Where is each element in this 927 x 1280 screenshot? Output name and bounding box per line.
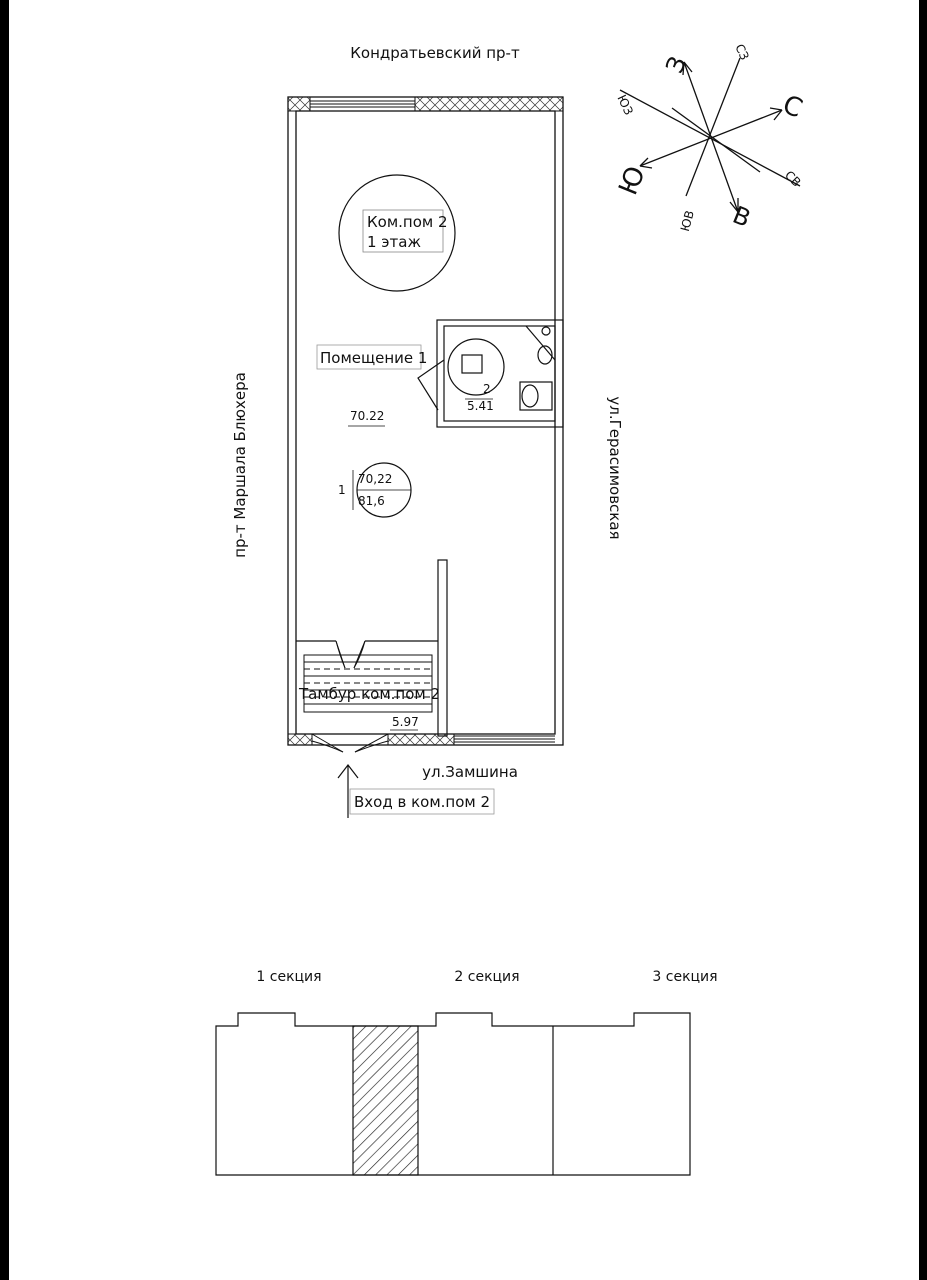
selected-unit-hatched	[353, 1026, 418, 1175]
unit-circle-line1: Ком.пом 2	[367, 213, 448, 231]
street-east: ул.Герасимовская	[606, 396, 624, 540]
street-north: Кондратьевский пр-т	[350, 44, 520, 62]
vestibule-grille	[304, 655, 432, 712]
compass-rose	[620, 58, 800, 212]
compass-e-label: В	[728, 200, 755, 233]
street-south: ул.Замшина	[422, 763, 518, 781]
entrance-label: Вход в ком.пом 2	[354, 793, 491, 811]
section-2-label: 2 секция	[454, 969, 520, 985]
entrance-double-door	[312, 734, 388, 752]
vestibule-name: Тамбур ком.пом 2	[299, 685, 441, 703]
compass-sw-label: ЮЗ	[614, 92, 636, 118]
section-3-label: 3 секция	[652, 969, 718, 985]
compass-s-label: Ю	[613, 162, 652, 200]
compass-nw-label: СЗ	[732, 41, 752, 63]
compass-n-label: С	[778, 89, 807, 125]
section-1-label: 1 секция	[256, 969, 322, 985]
compass-ne-label: СВ	[781, 167, 804, 190]
room1-name: Помещение 1	[320, 349, 428, 367]
summary-area-total: 81,6	[358, 494, 385, 508]
summary-area-main: 70,22	[358, 472, 393, 486]
street-west: пр-т Маршала Блюхера	[231, 372, 249, 558]
vestibule-partition	[296, 560, 447, 736]
compass-se-label: ЮВ	[677, 208, 697, 234]
sections-outline	[216, 1013, 690, 1175]
wc-number: 2	[483, 382, 491, 396]
room1-area: 70.22	[350, 409, 385, 423]
vestibule-area: 5.97	[392, 715, 419, 729]
north-window	[288, 97, 563, 111]
wc-area: 5.41	[467, 399, 494, 413]
unit-circle-line2: 1 этаж	[367, 233, 421, 251]
summary-index: 1	[338, 483, 346, 497]
compass-w-label: З	[660, 52, 693, 78]
